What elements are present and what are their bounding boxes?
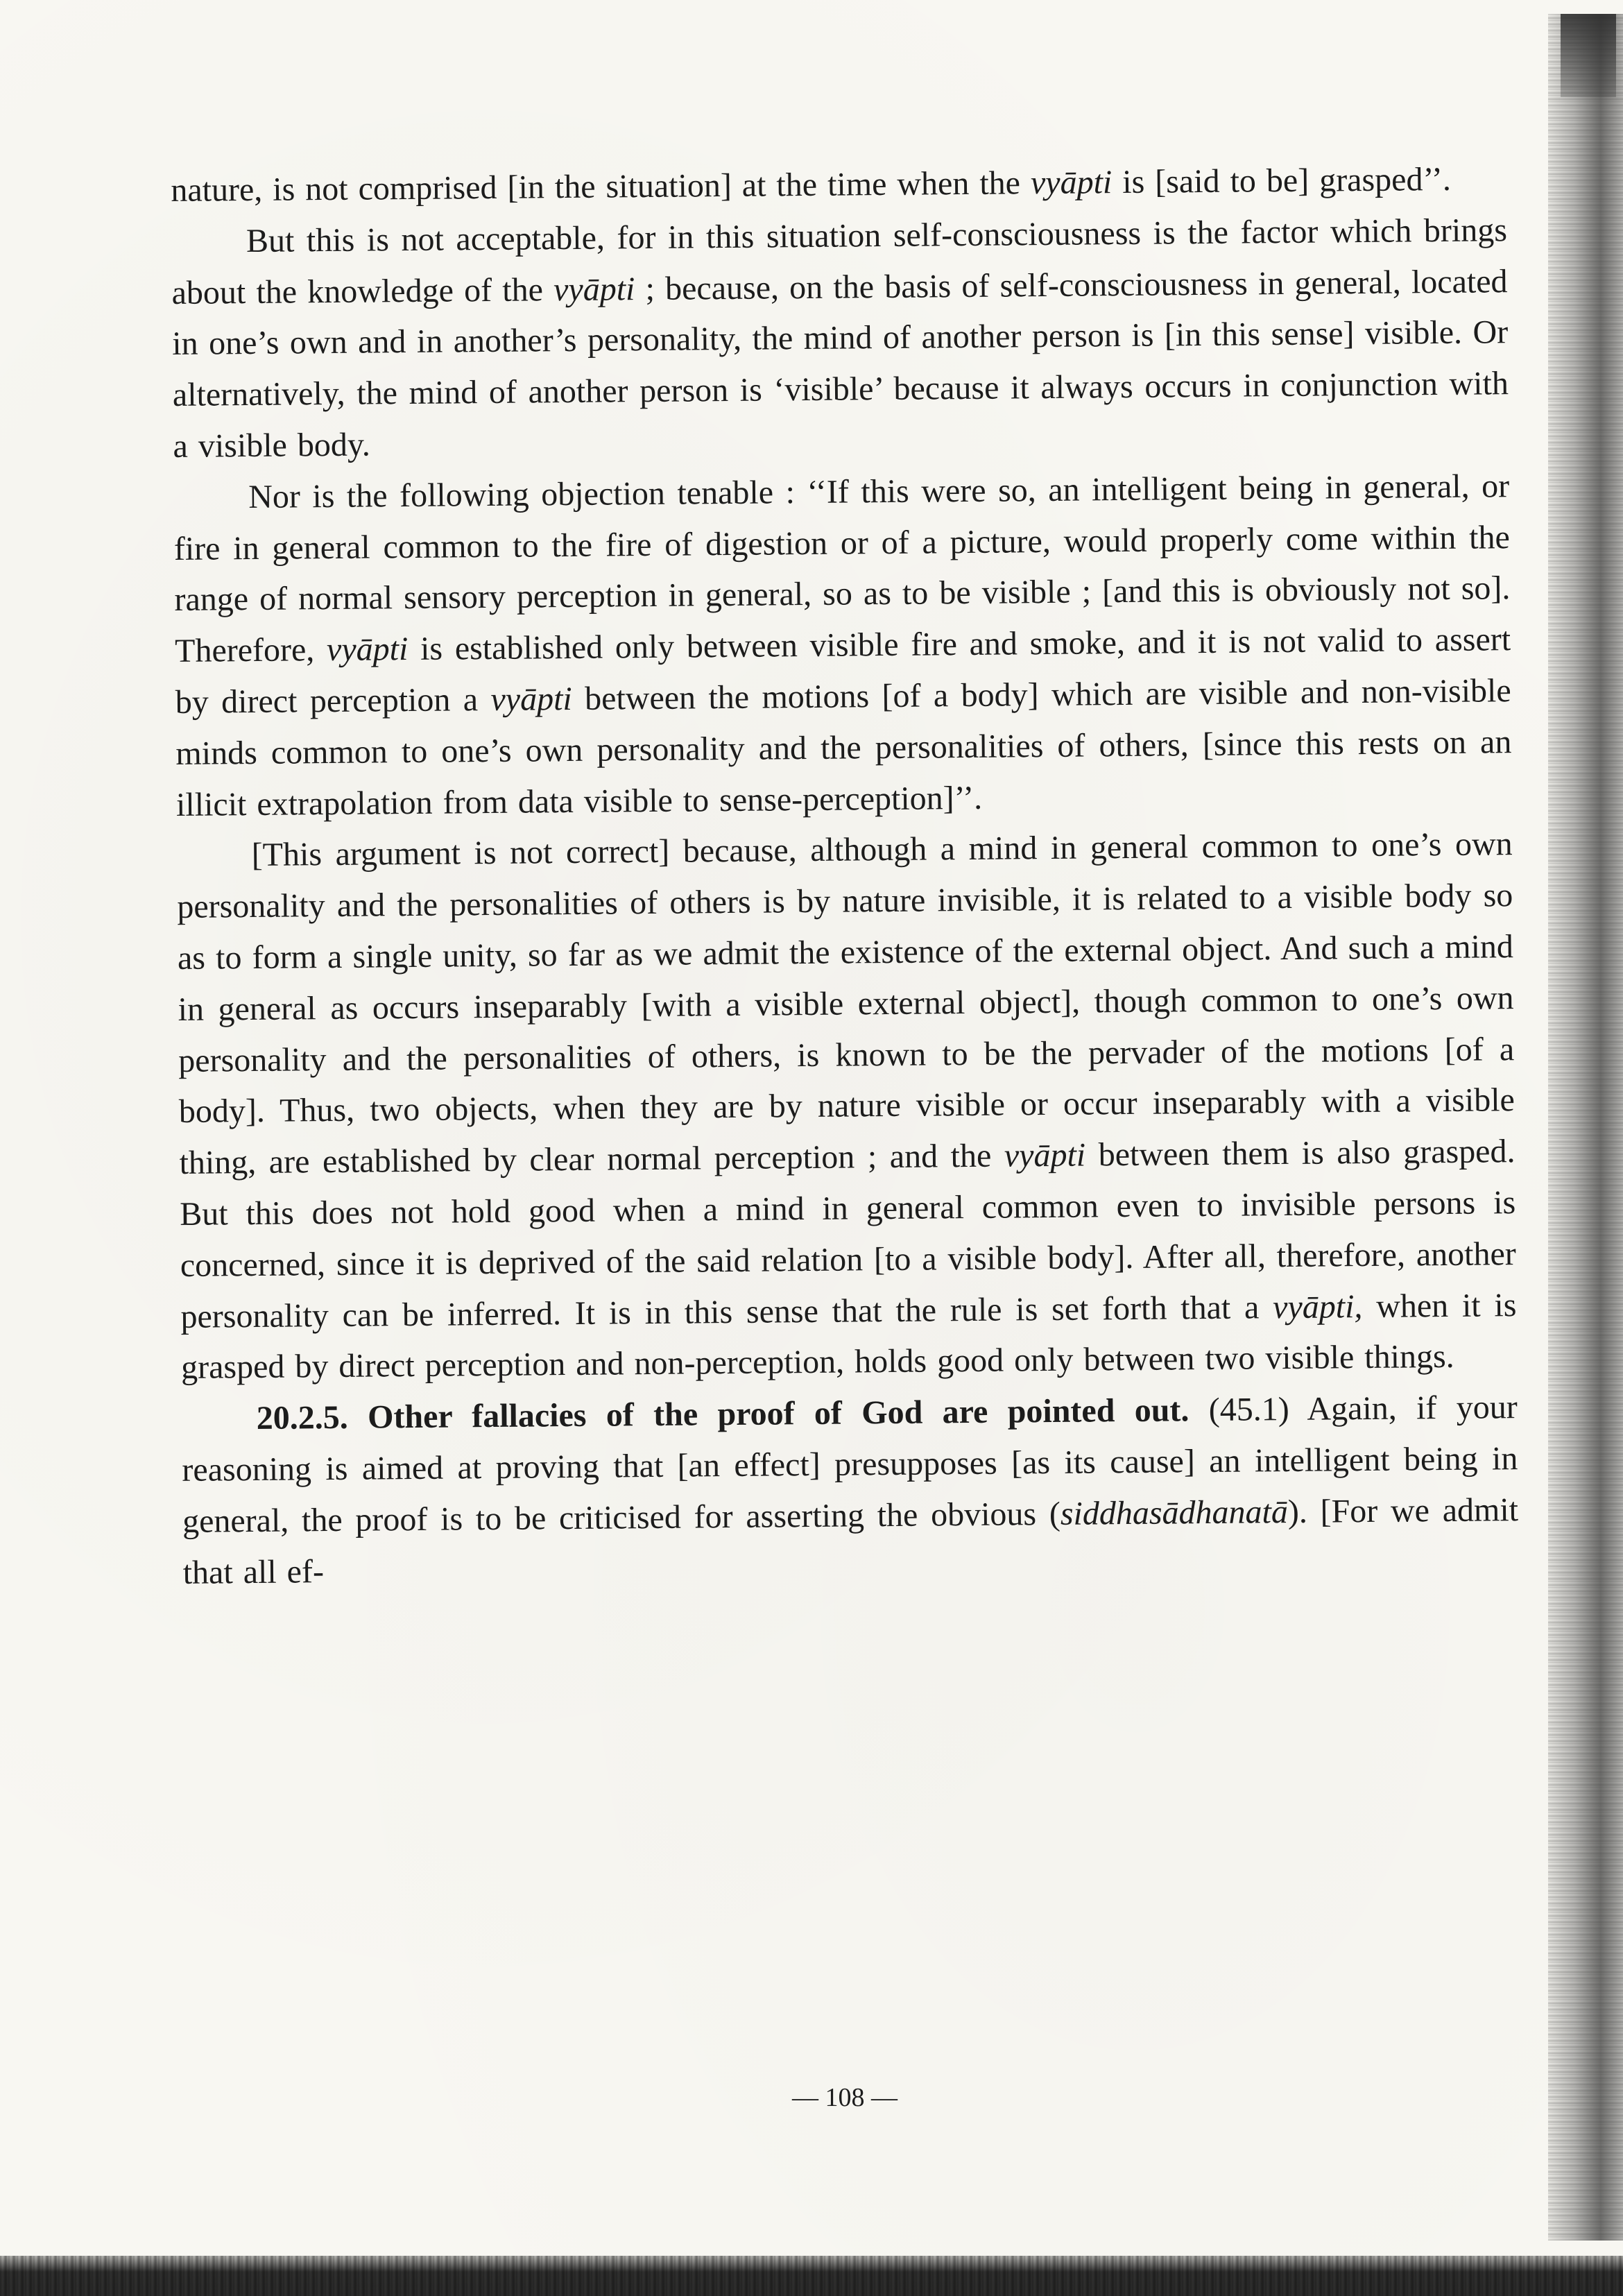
text-run: Nor is the following objection tenable : ‘‘If this were so, an intelligent being in general, or fire in general common to the fire of digestion or of a picture, would properly come within the range of normal sensory perception in general, so as to be visible ; [and this is obviously not so]. Therefore, [173,467,1511,670]
paragraph [171,205,1509,472]
text-run: ). [For we admit that all ef- [182,1491,1519,1591]
paragraph [176,819,1517,1394]
italic-term: vyāpti [326,631,409,669]
book-binding-corner [1561,14,1616,97]
text-run: Again, if your reasoning is aimed at proving that [an effect] presupposes [as its cause] an intelligent being in general, the proof is to be criticised for asserting the obvious ( [182,1389,1518,1540]
text-run: when it is grasped by direct perception and non-perception, holds good only between two visible things. [180,1286,1517,1387]
italic-term: vyāpti [1004,1136,1086,1174]
text-run: But this is not acceptable, for in this situation self-consciousness is the factor which brings about the knowledge of the [171,211,1508,311]
section-paragraph [181,1382,1519,1598]
scan-bottom-edge [0,2256,1623,2296]
body-text [171,153,1519,1598]
italic-term: vyāpti [553,270,635,308]
section-number: 20.2.5. [256,1398,348,1437]
text-run: is established only between visible fire and smoke, and it is not valid to assert by direct perception a [175,621,1511,721]
italic-term: vyāpti, [1272,1287,1363,1326]
italic-term: siddhasādhanatā [1060,1493,1289,1532]
paragraph [173,461,1512,830]
page-number: — 108 — [792,2083,898,2112]
italic-term: vyāpti [490,680,572,718]
book-binding-shadow [1548,14,1623,2241]
text-run: [This argument is not correct] because, although a mind in general common to one’s own personality and the personalities of others is by nature invisible, it is related to a visible body so as to form a single unity, so far as we admit the existence of the external object. And such a mind in general as occurs inseparably [with a visible external object], though common to one’s own personality and the personalities of others, is known to be the pervader of the motions [of a body]. Thus, two objects, when they are by nature visible or occur inseparably with a visible thing, are established by clear normal perception ; and the [177,825,1515,1182]
text-run: is [said to be] grasped’’. [1112,160,1452,201]
text-run: ; because, on the basis of self-consciousness in general, located in one’s own and in another’s personality, the mind of another person is [in this sense] visible. Or alternatively, the mind of another person is ‘visible’ because it always occurs in conjunction with a visible body. [172,262,1509,465]
text-run: between them is also grasped. But this does not hold good when a mind in general common even to invisible persons is concerned, since it is deprived of the said relation [to a visible body]. After all, therefore, another personality can be inferred. It is in this sense that the rule is set forth that a [179,1133,1517,1335]
section-reference: (45.1) [1208,1391,1289,1429]
text-run: nature, is not comprised [in the situation] at the time when the [171,164,1031,209]
text-run: between the motions [of a body] which are visible and non-visible minds common to one’s own personality and the personalities of others, [since this rests on an illicit extrapolation from data visible to sense-perception]’’. [175,672,1512,823]
italic-term: vyāpti [1030,164,1113,202]
section-title: Other fallacies of the proof of God are pointed out. [367,1391,1190,1436]
